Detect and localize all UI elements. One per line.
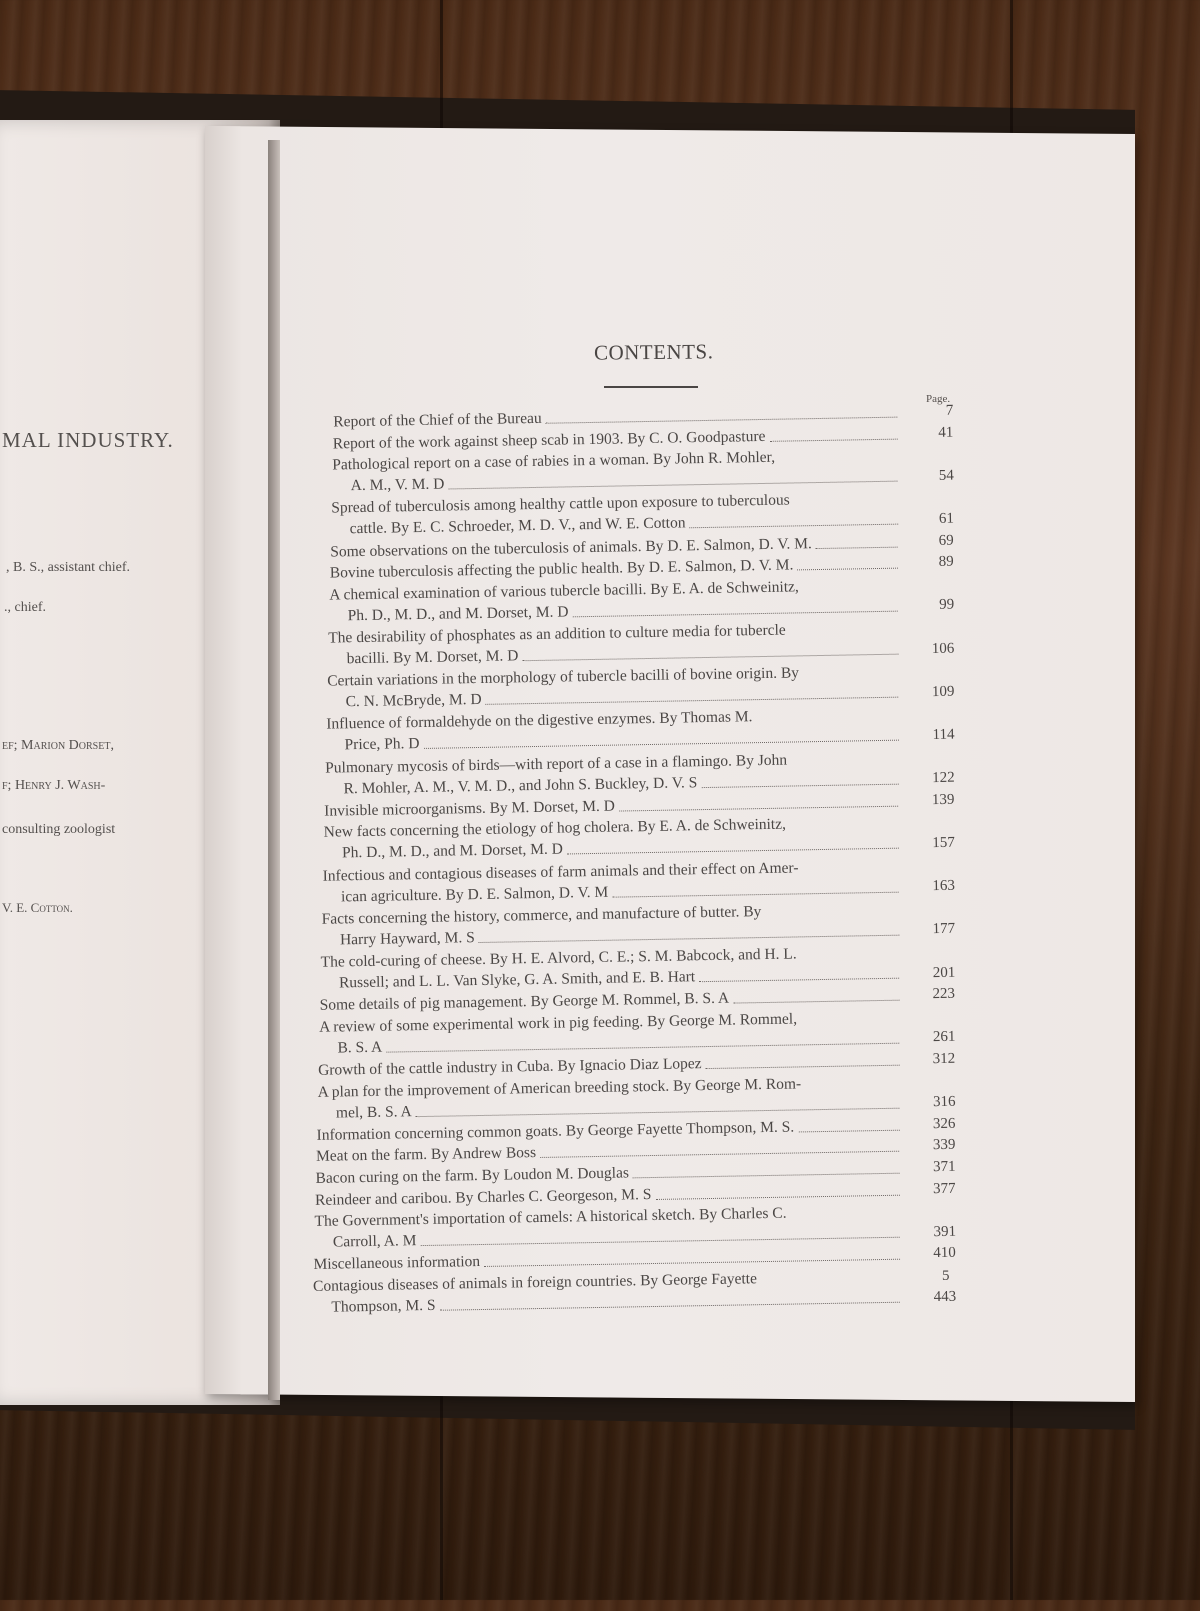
toc-entry-title: Infectious and contagious diseases of farm animals and their effect on Amer- bbox=[322, 859, 799, 885]
toc-page-number: 139 bbox=[931, 791, 955, 808]
dot-leader bbox=[699, 963, 899, 982]
toc-entry-title: C. N. McBryde, M. D bbox=[345, 691, 482, 711]
toc-entry-title: Russell; and L. L. Van Slyke, G. A. Smith, and E. B. Hart bbox=[338, 968, 696, 992]
toc-entry-title: R. Mohler, A. M., V. M. D., and John S. Buckley, D. V. S bbox=[343, 773, 698, 797]
toc-entry-title: Some observations on the tuberculosis of animals. By D. E. Salmon, D. V. M. bbox=[330, 534, 813, 561]
dot-leader bbox=[769, 423, 897, 441]
dot-leader bbox=[705, 1050, 899, 1069]
toc-entry-title: A review of some experimental work in pig feeding. By George M. Rommel, bbox=[318, 1010, 798, 1036]
left-page-line: , B. S., assistant chief. bbox=[6, 560, 131, 575]
toc-entry-title: Bovine tuberculosis affecting the public health. By D. E. Salmon, D. V. M. bbox=[329, 556, 794, 582]
toc-entry-title: bacilli. By M. Dorset, M. D bbox=[346, 647, 519, 668]
toc-page-number: 261 bbox=[932, 1029, 956, 1046]
toc-entry-title: The cold-curing of cheese. By H. E. Alvord, C. E.; S. M. Babcock, and H. L. bbox=[320, 945, 797, 971]
toc-page-number: 316 bbox=[932, 1093, 956, 1111]
toc-page-number: 410 bbox=[933, 1245, 956, 1262]
toc-entry-title: Facts concerning the history, commerce, and manufacture of butter. By bbox=[321, 902, 762, 928]
toc-entry-title: Certain variations in the morphology of tubercle bacilli of bovine origin. By bbox=[327, 664, 800, 690]
toc-entry-title: B. S. A bbox=[337, 1038, 383, 1057]
toc-page-number: 61 bbox=[938, 510, 955, 527]
dot-leader bbox=[797, 553, 898, 571]
toc-page-number: 7 bbox=[945, 402, 954, 419]
toc-entry-title: Bacon curing on the farm. By Loudon M. Douglas bbox=[315, 1164, 630, 1187]
toc-page-number: 114 bbox=[932, 726, 955, 744]
toc-entry-title: Pulmonary mycosis of birds—with report of a case in a flamingo. By John bbox=[325, 751, 788, 777]
toc-entry-title: Contagious diseases of animals in foreign countries. By George Fayette bbox=[312, 1270, 758, 1295]
toc-page-number: 223 bbox=[932, 985, 956, 1003]
dot-leader bbox=[798, 1114, 899, 1132]
toc-page-number: 326 bbox=[932, 1115, 956, 1132]
left-page-line: f; Henry J. Wash- bbox=[2, 778, 106, 793]
toc-page-number: 54 bbox=[938, 467, 954, 484]
left-page-line: ., chief. bbox=[4, 600, 46, 615]
dot-leader bbox=[545, 402, 897, 424]
toc-page-number: 109 bbox=[931, 683, 955, 700]
toc-entry-title: Report of the work against sheep scab in 1903. By C. O. Goodpasture bbox=[332, 427, 766, 453]
toc-page-number: 163 bbox=[932, 877, 956, 895]
dot-leader bbox=[655, 1179, 899, 1199]
toc-entry-title: A plan for the improvement of American breeding stock. By George M. Rom- bbox=[317, 1075, 802, 1101]
toc-entry-title: Harry Hayward, M. S bbox=[339, 928, 475, 949]
page-column-label: Page. bbox=[926, 393, 951, 405]
toc-entry-title: A. M., V. M. D bbox=[350, 475, 445, 495]
dot-leader bbox=[689, 509, 898, 529]
page-number: 5 bbox=[942, 1268, 950, 1284]
left-page-title: MAL INDUSTRY. bbox=[2, 428, 174, 452]
dot-leader bbox=[701, 768, 899, 787]
toc-entry-title: Some details of pig management. By George M. Rommel, B. S. A bbox=[319, 989, 730, 1014]
dot-leader bbox=[816, 531, 898, 548]
toc-entry-title: mel, B. S. A bbox=[335, 1102, 412, 1122]
toc-entry-title: Information concerning common goats. By George Fayette Thompson, M. S. bbox=[316, 1118, 795, 1144]
toc-page-number: 99 bbox=[938, 597, 955, 614]
toc-page-number: 312 bbox=[932, 1050, 956, 1068]
toc-entry-title: Price, Ph. D bbox=[344, 735, 420, 754]
toc-entry bbox=[312, 1266, 957, 1318]
dot-leader bbox=[633, 1158, 900, 1179]
toc-page-number: 157 bbox=[932, 834, 955, 852]
toc-page-number: 371 bbox=[932, 1158, 956, 1176]
toc-entry-title: The Government's importation of camels: A historical sketch. By Charles C. bbox=[314, 1204, 787, 1231]
toc-page-number: 41 bbox=[938, 424, 954, 441]
dot-leader bbox=[733, 985, 899, 1004]
toc-entry-title: Pathological report on a case of rabies in a woman. By John R. Mohler, bbox=[332, 448, 776, 474]
toc-entry-title: Influence of formaldehyde on the digestive enzymes. By Thomas M. bbox=[326, 708, 753, 734]
toc-page-number: 106 bbox=[931, 640, 955, 657]
toc-page-number: 69 bbox=[938, 532, 954, 549]
toc-page-number: 339 bbox=[932, 1137, 956, 1154]
dot-leader bbox=[619, 790, 899, 811]
toc-entry-title: New facts concerning the etiology of hog cholera. By E. A. de Schweinitz, bbox=[323, 816, 787, 842]
toc-entry-title: Miscellaneous information bbox=[313, 1253, 481, 1274]
toc-entry-title: Meat on the farm. By Andrew Boss bbox=[315, 1144, 537, 1166]
left-page-line: V. E. Cotton. bbox=[2, 900, 73, 915]
toc-page-number: 122 bbox=[932, 769, 955, 787]
toc-page-number: 377 bbox=[932, 1180, 956, 1197]
toc-page-number: 89 bbox=[938, 553, 954, 571]
toc-entry-title: Thompson, M. S bbox=[331, 1296, 436, 1316]
toc-entry-title: Reindeer and caribou. By Charles C. Georgeson, M. S bbox=[314, 1185, 652, 1209]
contents-heading: CONTENTS. bbox=[593, 339, 714, 365]
toc-page-number: 177 bbox=[932, 921, 956, 938]
toc-entry-title: Report of the Chief of the Bureau bbox=[333, 409, 542, 431]
left-page-line: consulting zoologist bbox=[2, 822, 116, 837]
toc-entry-title: Ph. D., M. D., and M. Dorset, M. D bbox=[341, 840, 564, 862]
toc-page-number: 443 bbox=[933, 1288, 957, 1305]
toc-entry-title: ican agriculture. By D. E. Salmon, D. V. M bbox=[340, 883, 609, 905]
toc-entry-title: The desirability of phosphates as an addition to culture media for tubercle bbox=[328, 621, 786, 647]
toc-entry-title: cattle. By E. C. Schroeder, M. D. V., and W. E. Cotton bbox=[349, 514, 686, 538]
toc-page-number: 201 bbox=[932, 964, 956, 981]
left-page-line: ef; Marion Dorset, bbox=[2, 738, 114, 753]
toc-entry-title: Ph. D., M. D., and M. Dorset, M. D bbox=[347, 603, 569, 625]
toc-entry-title: Growth of the cattle industry in Cuba. By Ignacio Diaz Lopez bbox=[317, 1055, 702, 1079]
toc-page-number: 391 bbox=[933, 1223, 957, 1240]
toc-entry-title: Invisible microorganisms. By M. Dorset, M. D bbox=[324, 797, 616, 820]
toc-entry-title: A chemical examination of various tubercle bacilli. By E. A. de Schweinitz, bbox=[329, 578, 799, 604]
toc-entry-title: Spread of tuberculosis among healthy cattle upon exposure to tuberculous bbox=[331, 491, 790, 517]
toc-entry-title: Carroll, A. M bbox=[332, 1232, 417, 1251]
